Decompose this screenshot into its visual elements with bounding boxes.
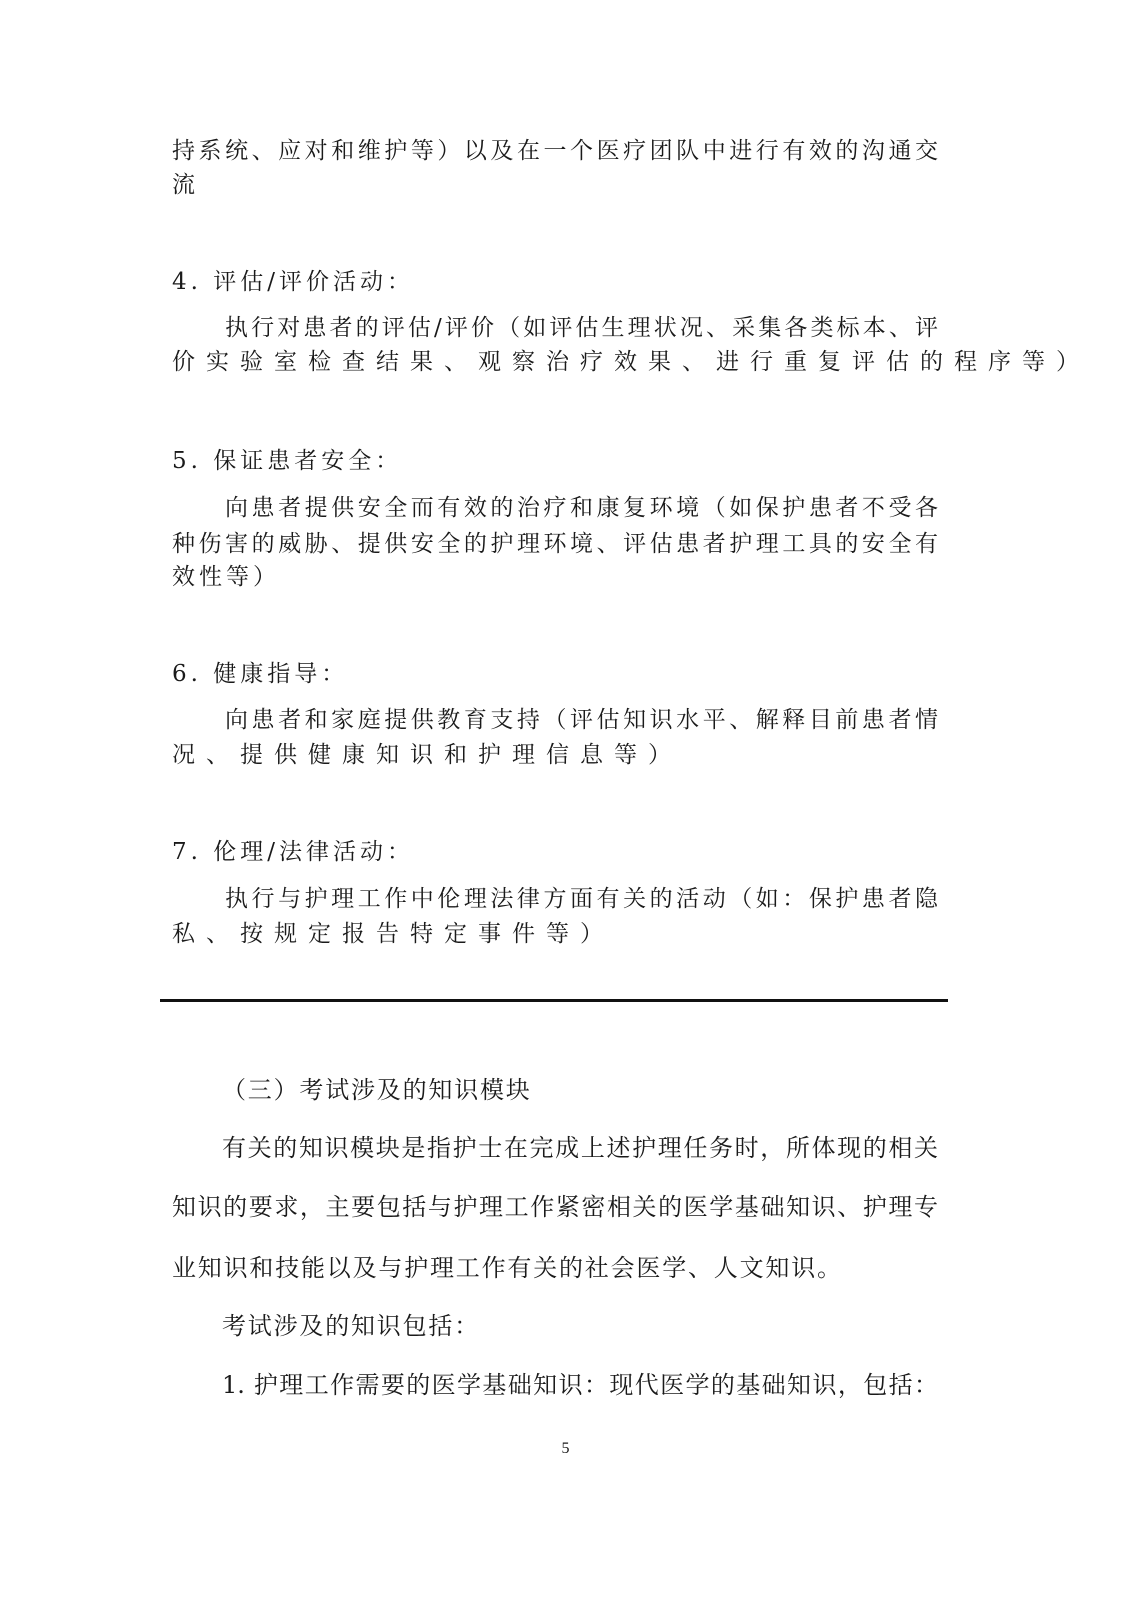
paragraph-line: 种伤害的威胁、提供安全的护理环境、评估患者护理工具的安全有 bbox=[172, 531, 938, 557]
paragraph-line: 1. 护理工作需要的医学基础知识：现代医学的基础知识，包括： bbox=[222, 1371, 938, 1399]
paragraph-line: 向患者提供安全而有效的治疗和康复环境（如保护患者不受各 bbox=[225, 495, 938, 521]
page-number: 5 bbox=[561, 1440, 570, 1457]
paragraph-line: 效性等） bbox=[172, 564, 280, 590]
horizontal-divider bbox=[160, 999, 948, 1002]
item-heading-5: 5. 保证患者安全： bbox=[172, 448, 403, 474]
paragraph-line: 有关的知识模块是指护士在完成上述护理任务时，所体现的相关 bbox=[222, 1134, 938, 1162]
paragraph-line: 执行与护理工作中伦理法律方面有关的活动（如：保护患者隐 bbox=[225, 886, 938, 912]
paragraph-line: 价实验室检查结果、观察治疗效果、进行重复评估的程序等） bbox=[172, 349, 1090, 375]
item-heading-4: 4. 评估/评价活动： bbox=[172, 269, 415, 295]
paragraph-line: 执行对患者的评估/评价（如评估生理状况、采集各类标本、评 bbox=[225, 315, 938, 341]
paragraph-line: 况、提供健康知识和护理信息等） bbox=[172, 742, 682, 768]
paragraph-line: 业知识和技能以及与护理工作有关的社会医学、人文知识。 bbox=[172, 1254, 843, 1282]
section-title: （三）考试涉及的知识模块 bbox=[222, 1076, 532, 1104]
item-heading-6: 6. 健康指导： bbox=[172, 661, 349, 687]
paragraph-line: 私、按规定报告特定事件等） bbox=[172, 921, 614, 947]
paragraph-line: 考试涉及的知识包括： bbox=[222, 1312, 480, 1340]
item-heading-7: 7. 伦理/法律活动： bbox=[172, 839, 415, 865]
paragraph-line: 向患者和家庭提供教育支持（评估知识水平、解释目前患者情 bbox=[225, 707, 938, 733]
paragraph-line: 流 bbox=[172, 172, 208, 198]
paragraph-line: 知识的要求，主要包括与护理工作紧密相关的医学基础知识、护理专 bbox=[172, 1193, 938, 1221]
paragraph-line: 持系统、应对和维护等）以及在一个医疗团队中进行有效的沟通交 bbox=[172, 138, 938, 164]
